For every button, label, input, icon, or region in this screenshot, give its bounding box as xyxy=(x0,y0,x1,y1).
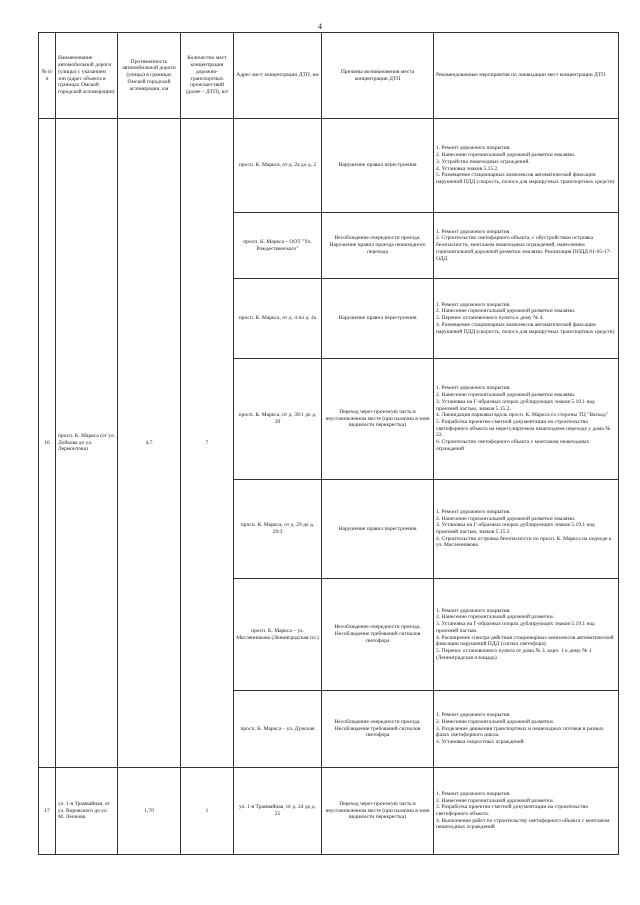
measure-item: 4. Строительство островка безопасности по просп. К. Маркса на подходе к ул. Масленникова xyxy=(436,535,612,549)
site-measures xyxy=(434,279,619,359)
site-address: ул. 1-я Трамвайная, от д. 24 до д. 25 xyxy=(234,768,322,855)
measure-item: 5. Перенос остановочного пункта от дома № 3, корп. 1 к дому № 1 (Ленинградская площадь) xyxy=(436,647,592,661)
site-measures xyxy=(434,213,619,279)
page-number: 4 xyxy=(318,22,322,31)
header-length: Протяженность автомобильной дороги (улицы) в границах Омской городской агломерации, км xyxy=(118,33,181,119)
header-cause: Причины возникновения места концентрации ДТП xyxy=(322,33,434,119)
site-cause: Несоблюдение очередности проезда. Несоблюдение требований сигналов светофора xyxy=(322,691,434,768)
measure-item: 3. Установка на Г-образных опорах дублирующих знаков 5.19.1 над проезжей частью, знаков 5.15.2. xyxy=(436,522,595,535)
dtp-site-count: 7 xyxy=(181,119,234,768)
site-measures xyxy=(434,691,619,768)
measure-item: 1. Ремонт дорожного покрытия. xyxy=(436,145,511,152)
site-cause: Нарушение правил перестроения xyxy=(322,119,434,213)
measure-item: 3. Разделение движения транспортных и пешеходных потоков в разных фазах светофорного цикла. xyxy=(436,725,604,739)
table-body xyxy=(39,119,619,855)
table-header-row xyxy=(39,33,619,119)
road-name: просп. К. Маркса (от ул. Добкова до ул. Лермонтова) xyxy=(56,119,118,768)
measure-item: 2. Нанесение горизонтальной дорожной разметки. xyxy=(436,614,555,621)
road-number: 16 xyxy=(39,119,56,768)
measure-item: 4. Установка знаков 5.15.2. xyxy=(436,165,499,172)
measure-item: 1. Ремонт дорожного покрытия. xyxy=(436,301,511,308)
table-row xyxy=(39,119,619,213)
site-cause: Нарушение правил перестроения xyxy=(322,480,434,579)
measure-item: 4. Ликвидация парковки вдоль просп. К. Маркса со стороны ТЦ "Васкод" xyxy=(436,412,609,419)
measure-item: 3. Устройство пешеходных ограждений. xyxy=(436,158,530,165)
header-count: Количество мест концентрации дорожно-транспортных происшествий (далее – ДТП), шт xyxy=(181,33,234,119)
measure-item: 3. Установка на Г-образных опорах дублирующих знаков 5.19.1 над проезжей частью. xyxy=(436,621,595,634)
site-measures xyxy=(434,768,619,855)
measure-item: 1. Ремонт дорожного покрытия. xyxy=(436,712,511,719)
measure-item: 4. Установка скоростных ограждений xyxy=(436,739,524,746)
site-address: просп. К. Маркса – ул. Масленникова (Ленинградская пл.) xyxy=(234,579,322,691)
site-measures xyxy=(434,359,619,480)
measure-item: 1. Ремонт дорожного покрытия. xyxy=(436,508,511,515)
site-address: просп. К. Маркса, от д. 39/1 до д. 39 xyxy=(234,359,322,480)
measure-item: 4. Выполнение работ по строительству светофорного объекта с монтажом пешеходных ограждений xyxy=(436,817,610,831)
site-cause: Переход через проезжую часть в неустановленном месте (при наличии в зоне видимости перекрестка) xyxy=(322,768,434,855)
measure-item: 4. Расширение спектра действия стационарных комплексов автоматической фиксации нарушений ПДД (сигнал светофора). xyxy=(436,634,614,648)
dtp-site-count: 1 xyxy=(181,768,234,855)
dtp-table xyxy=(38,32,619,855)
site-address: просп. К. Маркса – ул. Думская xyxy=(234,691,322,768)
measure-item: 3. Перенос остановочного пункта к дому № 4. xyxy=(436,315,544,322)
site-measures xyxy=(434,579,619,691)
header-road-name: Наименование автомобильной дороги (улицы) с указанием зон (адрес объекта в границах Омской городской агломерации) xyxy=(56,33,118,119)
measure-item: 2. Нанесение горизонтальной дорожной разметки эмалями. xyxy=(436,392,576,399)
measure-item: 2. Нанесение горизонтальной дорожной разметки эмалями. xyxy=(436,515,576,522)
measure-item: 1. Ремонт дорожного покрытия. xyxy=(436,607,511,614)
header-num: № п/п xyxy=(39,33,56,119)
measure-item: 2. Строительство светофорного объекта, с обустройством островка безопасности, монтажом пешеходных ограждений, нанесением горизонтальной дорожной разметки эмалями. Реализация ПОДД 01-05-17-ОДД xyxy=(436,235,612,262)
measure-item: 5. Размещение стационарных комплексов автоматической фиксации нарушений ПДД (скорость, полоса для маршрутных транспортных средств) xyxy=(436,172,615,185)
measure-item: 1. Ремонт дорожного покрытия. xyxy=(436,228,511,235)
site-measures xyxy=(434,480,619,579)
site-address: просп. К. Маркса – ООТ "Ул. Рождественского" xyxy=(234,213,322,279)
measure-item: 2. Нанесение горизонтальной дорожной разметки эмалями. xyxy=(436,152,576,159)
site-cause: Несоблюдение очередности проезда. Несоблюдение требований сигналов светофора xyxy=(322,579,434,691)
measure-item: 2. Нанесение горизонтальной дорожной разметки. xyxy=(436,718,555,725)
measure-item: 1. Ремонт дорожного покрытия. xyxy=(436,385,511,392)
measure-item: 3. Установка на Г-образных опорах дублирующих знаков 5.19.1 над проезжей частью, знаков 5.15.2. xyxy=(436,398,595,412)
road-number: 17 xyxy=(39,768,56,855)
site-cause: Несоблюдение очередности проезда. Нарушение правил проезда пешеходного перехода xyxy=(322,213,434,279)
site-cause: Переход через проезжую часть в неустановленном месте (при наличии в зоне видимости перекрестка) xyxy=(322,359,434,480)
site-address: просп. К. Маркса, от д. 4 по д. 4а xyxy=(234,279,322,359)
road-length: 4,7 xyxy=(118,119,181,768)
measure-item: 2. Нанесение горизонтальной дорожной разметки эмалями. xyxy=(436,308,576,315)
header-address: Адрес мест концентрации ДТП, км xyxy=(234,33,322,119)
road-name: ул. 1-я Трамвайная, от ул. Воровского до ул. М. Леонова xyxy=(56,768,118,855)
measure-item: 3. Разработка проектно-сметной документации на строительство светофорного объекта. xyxy=(436,804,589,817)
measure-item: 4. Размещение стационарных комплексов автоматической фиксации нарушений ПДД (скорость, полоса для маршрутных транспортных средств) xyxy=(436,321,615,335)
header-measures: Рекомендованные мероприятия по ликвидации мест концентрации ДТП xyxy=(434,33,619,119)
measure-item: 2. Нанесение горизонтальной дорожной разметки. xyxy=(436,797,555,804)
site-address: просп. К. Маркса, от д. 29 до д. 29/3 xyxy=(234,480,322,579)
site-cause: Нарушение правил перестроения xyxy=(322,279,434,359)
site-measures xyxy=(434,119,619,213)
site-address: просп. К. Маркса, от д. 2а до д. 2 xyxy=(234,119,322,213)
table-row xyxy=(39,768,619,855)
measure-item: 1. Ремонт дорожного покрытия. xyxy=(436,790,511,797)
measure-item: 6. Строительство светофорного объекта с монтажом пешеходных ограждений xyxy=(436,439,590,452)
road-length: 1,70 xyxy=(118,768,181,855)
measure-item: 5. Разработка проектно-сметной документации на строительство светофорного объекта на нерегулируемом пешеходном переходе у дома № 22. xyxy=(436,419,611,439)
